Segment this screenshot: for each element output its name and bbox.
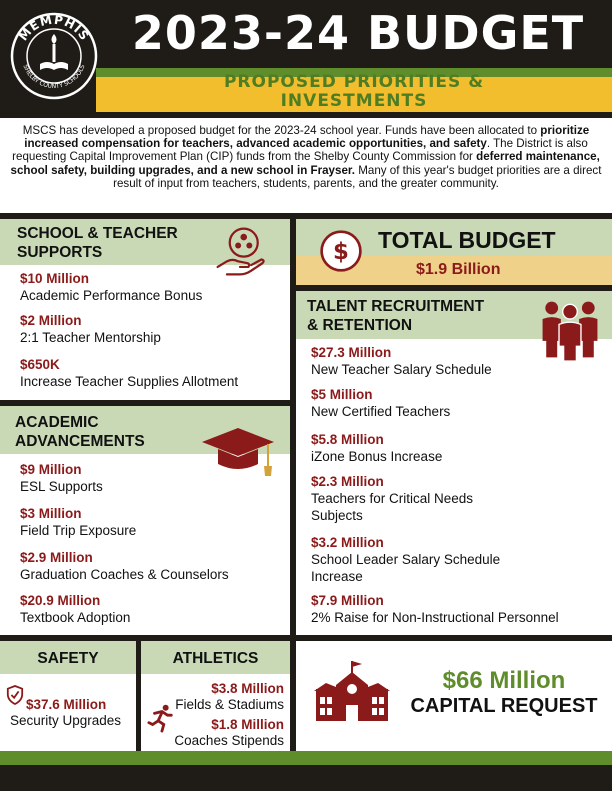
academic-title-2: ADVANCEMENTS [15,433,145,450]
athletics-title: ATHLETICS [172,650,259,667]
list-item [311,474,511,524]
district-seal-logo [10,12,98,100]
safety-header [0,641,136,674]
dollar-circle-icon [319,229,363,273]
hand-with-people-icon [212,224,268,280]
school-teacher-title-1: SCHOOL & TEACHER [17,225,178,242]
athletics-description-2: Coaches Stipends [174,733,284,748]
list-item [311,387,450,420]
capital-request-panel [296,641,612,751]
schoolhouse-icon [312,659,392,723]
athletics-header [141,641,290,674]
page-title: 2023-24 BUDGET [131,6,585,60]
graduation-cap-icon [198,420,278,480]
runner-icon [147,703,175,733]
item-amount: $2.3 Million [311,474,384,489]
intro-bold-1: prioritize increased compensation for teachers, advanced academic opportunities, and safety [24,124,590,151]
item-amount: $9 Million [20,462,82,477]
svg-text:MEMPHIS: MEMPHIS [16,12,93,44]
list-item [20,506,136,539]
athletics-description-1: Fields & Stadiums [175,697,284,712]
subtitle-banner [96,68,612,112]
list-item [311,345,492,378]
item-amount: $5.8 Million [311,432,384,447]
athletics-amount-2: $1.8 Million [211,717,284,732]
intro-bold-2: deferred maintenance, school safety, building upgrades, and a new school in Frayser. [10,150,600,177]
people-group-icon [538,297,602,361]
list-item [20,271,202,304]
list-item [311,593,609,626]
school-teacher-title-2: SUPPORTS [17,244,103,261]
intro-paragraph [8,124,604,190]
capital-label: CAPITAL REQUEST [410,695,598,717]
total-budget-title: TOTAL BUDGET [378,227,556,253]
athletics-panel [141,641,290,751]
item-amount: $7.9 Million [311,593,384,608]
item-amount: $27.3 Million [311,345,392,360]
item-description: 2:1 Teacher Mentorship [20,330,161,345]
item-description: Academic Performance Bonus [20,288,203,303]
list-item [20,462,103,495]
safety-amount: $37.6 Million [26,697,107,712]
intro-text-2: . The District is also requesting Capital Improvement Plan (CIP) funds from the Shelby County Commission for [12,137,588,164]
safety-title: SAFETY [37,650,99,667]
footer-stripe [0,751,612,765]
item-description: Textbook Adoption [20,610,131,625]
item-description: iZone Bonus Increase [311,449,443,464]
subtitle-line-1: PROPOSED PRIORITIES & [223,72,485,92]
item-amount: $3.2 Million [311,535,384,550]
capital-amount: $66 Million [442,667,566,694]
list-item [20,593,130,626]
item-amount: $5 Million [311,387,373,402]
school-teacher-supports-panel [0,219,290,400]
total-budget-amount: $1.9 Billion [416,261,501,278]
safety-description: Security Upgrades [10,713,122,728]
item-description: Graduation Coaches & Counselors [20,567,229,582]
item-description: New Teacher Salary Schedule [311,362,492,377]
footer-bar [0,765,612,791]
item-description: School Leader Salary Schedule Increase [311,552,501,584]
svg-text:$: $ [333,238,349,265]
academic-title-1: ACADEMIC [15,414,99,431]
item-amount: $2.9 Million [20,550,93,565]
talent-title-1: TALENT RECRUITMENT [307,298,485,315]
item-amount: $10 Million [20,271,90,286]
talent-title-2: & RETENTION [307,317,413,334]
item-description: 2% Raise for Non-Instructional Personnel [311,610,559,625]
subtitle-line-2: INVESTMENTS [280,91,428,111]
item-amount: $650K [20,357,60,372]
svg-text:SHELBY COUNTY SCHOOLS: SHELBY COUNTY SCHOOLS [21,63,87,91]
list-item [20,313,161,346]
page-subtitle [96,73,612,111]
list-item [311,432,442,465]
safety-panel [0,641,136,751]
talent-recruitment-panel [296,291,612,635]
page-header [0,0,612,118]
intro-text-3: Many of this year's budget priorities are a direct result of input from teachers, students, parents, and the greater community. [113,163,602,190]
item-amount: $3 Million [20,506,82,521]
total-budget-panel [296,219,612,285]
item-description: Teachers for Critical Needs Subjects [311,491,474,523]
item-amount: $2 Million [20,313,82,328]
shield-check-icon [6,685,24,705]
item-amount: $20.9 Million [20,593,101,608]
athletics-amount-1: $3.8 Million [211,681,284,696]
list-item [311,535,531,585]
item-description: Increase Teacher Supplies Allotment [20,374,239,389]
list-item [20,357,238,390]
item-description: Field Trip Exposure [20,523,137,538]
intro-text-1: MSCS has developed a proposed budget for the 2023-24 school year. Funds have been allocated to [22,124,541,137]
list-item [20,550,229,583]
academic-advancements-panel [0,406,290,635]
item-description: New Certified Teachers [311,404,451,419]
item-description: ESL Supports [20,479,103,494]
